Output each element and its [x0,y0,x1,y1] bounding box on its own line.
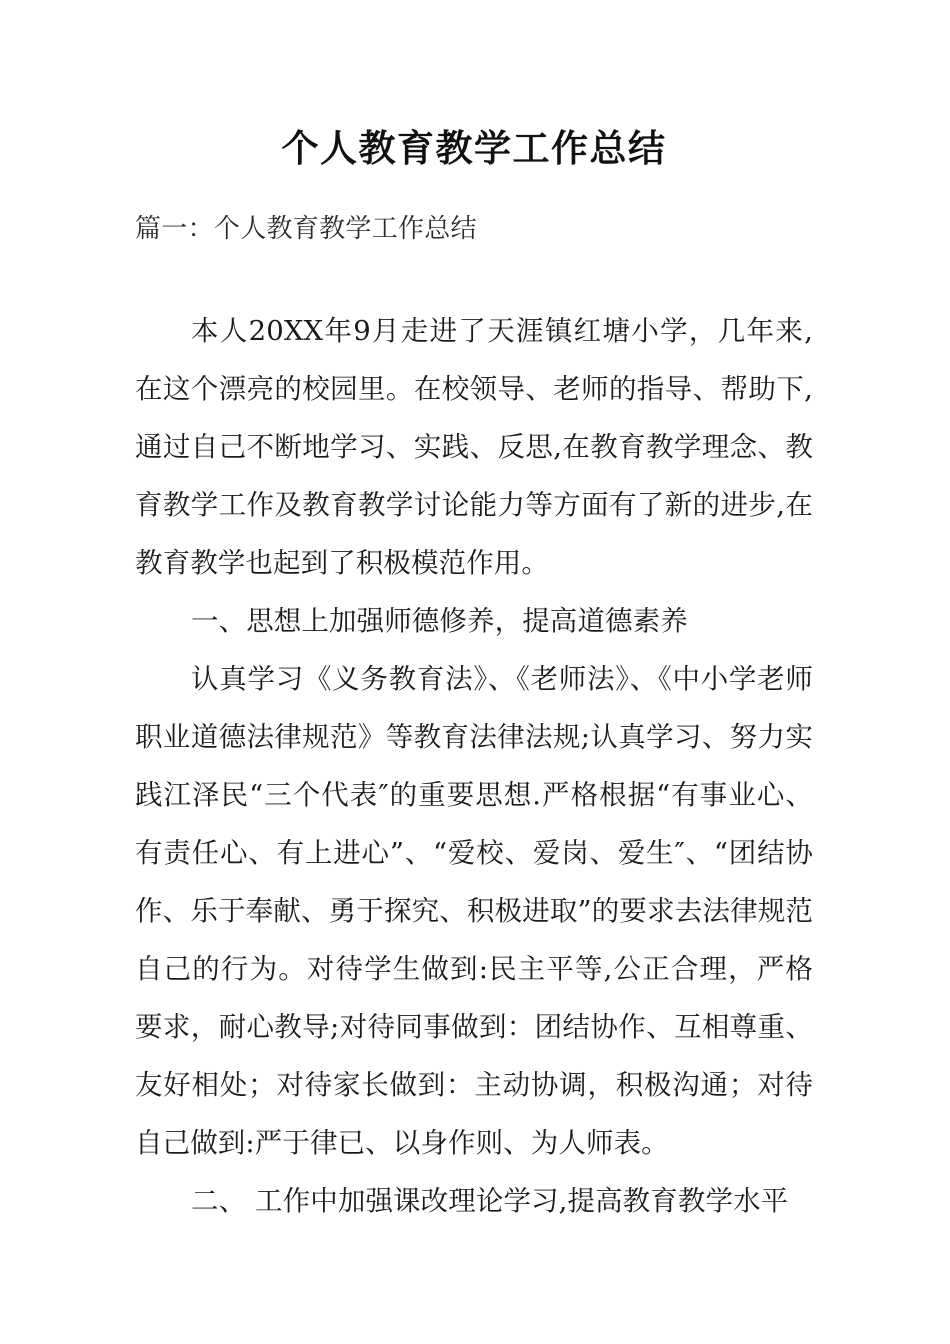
section-heading-2: 二、 工作中加强课改理论学习,提高教育教学水平 [191,1185,789,1217]
document-content-column [135,0,813,1230]
document-subtitle: 篇一：个人教育教学工作总结 [135,214,477,244]
subtitle-body-spacer [135,249,813,302]
page-title: 个人教育教学工作总结 [281,126,667,170]
section-heading-1: 一、思想上加强师德修养，提高道德素养 [191,605,688,637]
body-paragraph-2: 认真学习《义务教育法》、《老师法》、《中小学老师职业道德法律规范》等教育法律法规;认真学习、努力实践江泽民“三个代表″的重要思想.严格根据“有事业心、有责任心、有上进心”、“爱校、爱岗、爱生″、“团结协作、乐于奉献、勇于探究、积极进取”的要求去法律规范自己的行为。对待学生做到:民主平等,公正合理，严格要求，耐心教导;对待同事做到：团结协作、互相尊重、友好相处；对待家长做到：主动协调，积极沟通；对待自己做到:严于律已、以身作则、为人师表。 [135,663,813,1159]
body-paragraph-1: 本人20XX年9月走进了天涯镇红塘小学，几年来,在这个漂亮的校园里。在校领导、老师的指导、帮助下,通过自己不断地学习、实践、反思,在教育教学理念、教育教学工作及教育教学讨论能力等方面有了新的进步,在教育教学也起到了积极模范作用。 [135,315,813,579]
